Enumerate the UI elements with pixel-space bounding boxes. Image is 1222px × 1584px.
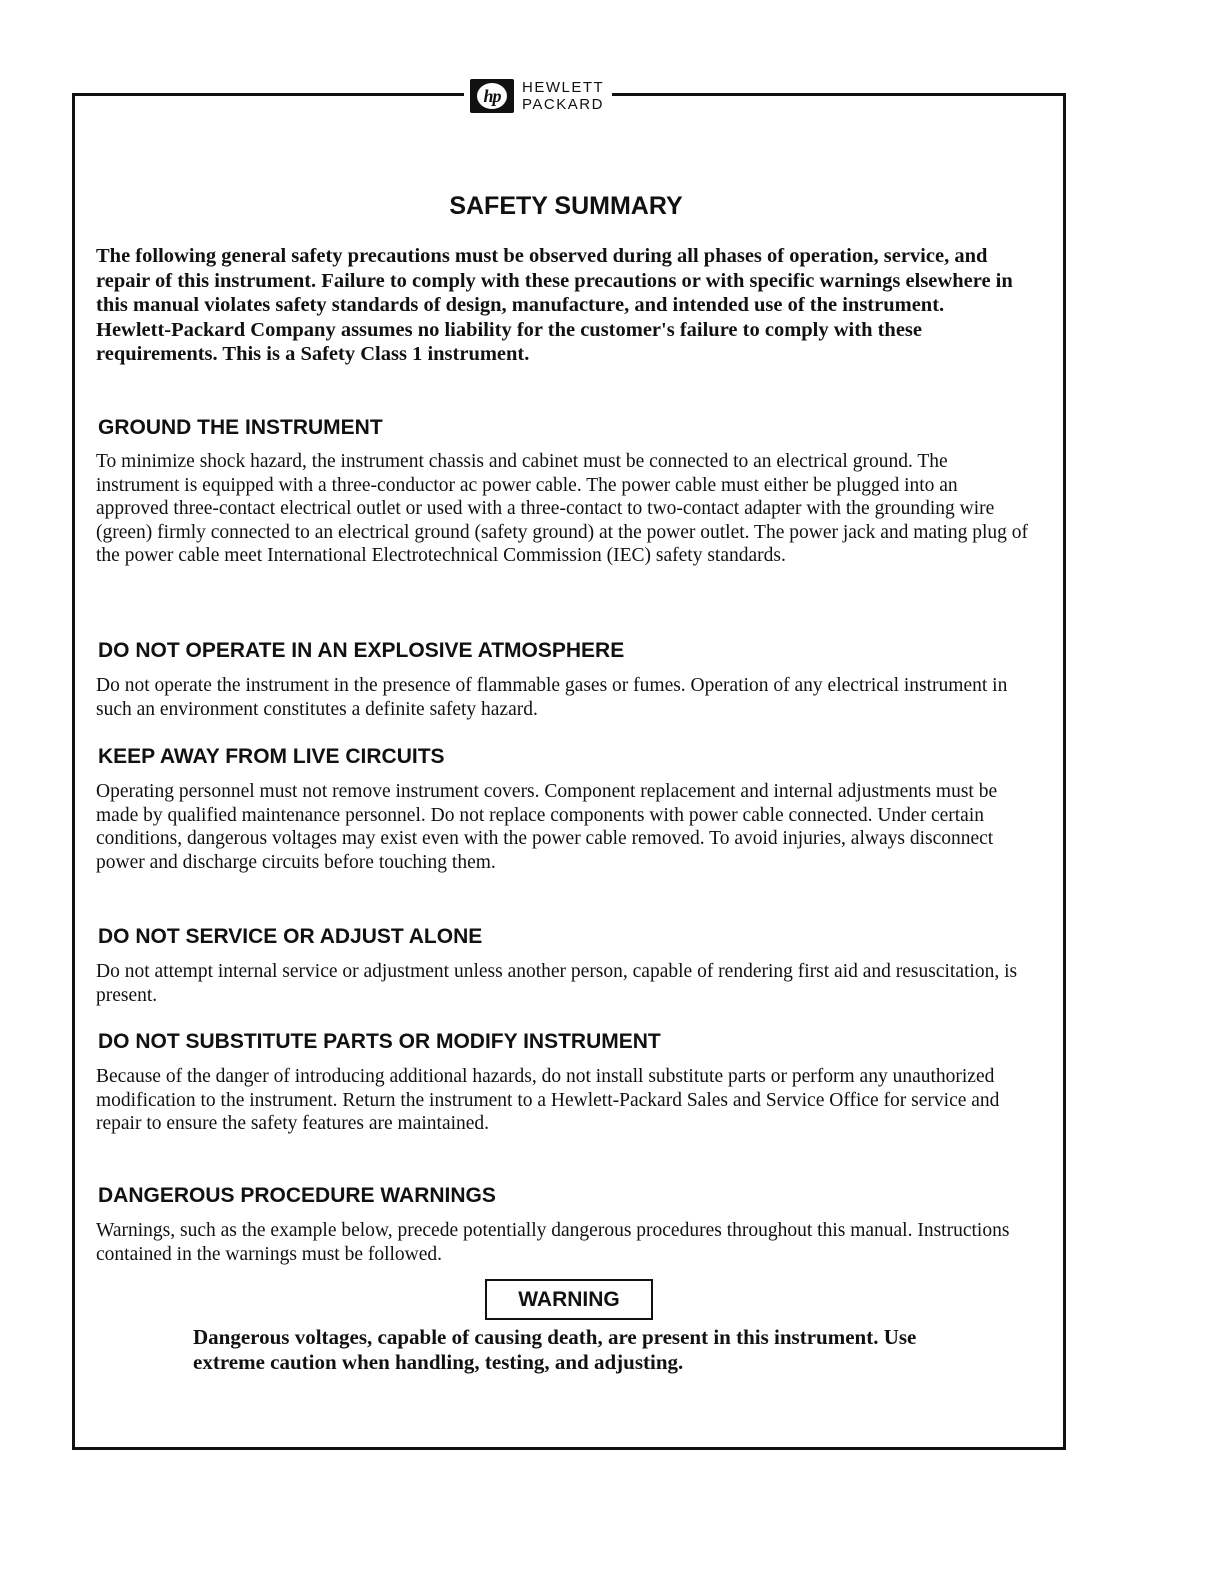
section-text-dangerous-procedures: Warnings, such as the example below, precede potentially dangerous procedures throughout this manual. Instructions contained in the warnings must be followed. bbox=[96, 1220, 1010, 1265]
section-heading-ground: GROUND THE INSTRUMENT bbox=[98, 416, 383, 439]
hp-logo-wordmark bbox=[522, 79, 604, 113]
hp-logo-icon bbox=[470, 79, 514, 113]
section-text-ground: To minimize shock hazard, the instrument chassis and cabinet must be connected to an electrical ground. The instrument is equipped with a three-conductor ac power cable. The power cable must either be plugged into an approved three-contact electrical outlet or used with a three-contact to two-contact adapter with the grounding wire (green) firmly connected to an electrical ground (safety ground) at the power outlet. The power jack and mating plug of the power cable meet International Electrotechnical Commission (IEC) safety standards. bbox=[96, 451, 1029, 566]
intro-paragraph: The following general safety precautions must be observed during all phases of operation, service, and repair of this instrument. Failure to comply with these precautions or with specific warnings elsewhere in this manual violates safety standards of design, manufacture, and intended use of the instrument. Hewlett-Packard Company assumes no liability for the customer's failure to comply with these requirements. This is a Safety Class 1 instrument. bbox=[96, 245, 1013, 365]
logo-line-2: PACKARD bbox=[522, 96, 604, 113]
warning-text: Dangerous voltages, capable of causing death, are present in this instrument. Use extreme caution when handling, testing, and adjusting. bbox=[193, 1325, 917, 1374]
section-heading-service-alone: DO NOT SERVICE OR ADJUST ALONE bbox=[98, 925, 483, 948]
section-text-live-circuits: Operating personnel must not remove instrument covers. Component replacement and internal adjustments must be made by qualified maintenance personnel. Do not replace components with power cable connected. Under certain conditions, dangerous voltages may exist even with the power cable removed. To avoid injuries, always disconnect power and discharge circuits before touching them. bbox=[96, 781, 998, 873]
section-heading-substitute-parts: DO NOT SUBSTITUTE PARTS OR MODIFY INSTRUMENT bbox=[98, 1030, 661, 1053]
section-text-service-alone: Do not attempt internal service or adjustment unless another person, capable of rendering first aid and resuscitation, is present. bbox=[96, 961, 1018, 1006]
section-text-substitute-parts: Because of the danger of introducing additional hazards, do not install substitute parts or perform any unauthorized modification to the instrument. Return the instrument to a Hewlett-Packard Sales and Service Office for service and repair to ensure the safety features are maintained. bbox=[96, 1066, 1000, 1134]
hp-logo-mark-text: hp bbox=[477, 83, 507, 109]
hp-logo bbox=[464, 76, 612, 116]
warning-label-box: WARNING bbox=[485, 1279, 653, 1320]
section-text-explosive: Do not operate the instrument in the presence of flammable gases or fumes. Operation of any electrical instrument in such an environment constitutes a definite safety hazard. bbox=[96, 675, 1008, 720]
section-heading-explosive: DO NOT OPERATE IN AN EXPLOSIVE ATMOSPHERE bbox=[98, 639, 625, 662]
section-heading-dangerous-procedures: DANGEROUS PROCEDURE WARNINGS bbox=[98, 1184, 496, 1207]
section-heading-live-circuits: KEEP AWAY FROM LIVE CIRCUITS bbox=[98, 745, 445, 768]
logo-line-1: HEWLETT bbox=[522, 79, 605, 96]
page-title: SAFETY SUMMARY bbox=[449, 192, 683, 220]
